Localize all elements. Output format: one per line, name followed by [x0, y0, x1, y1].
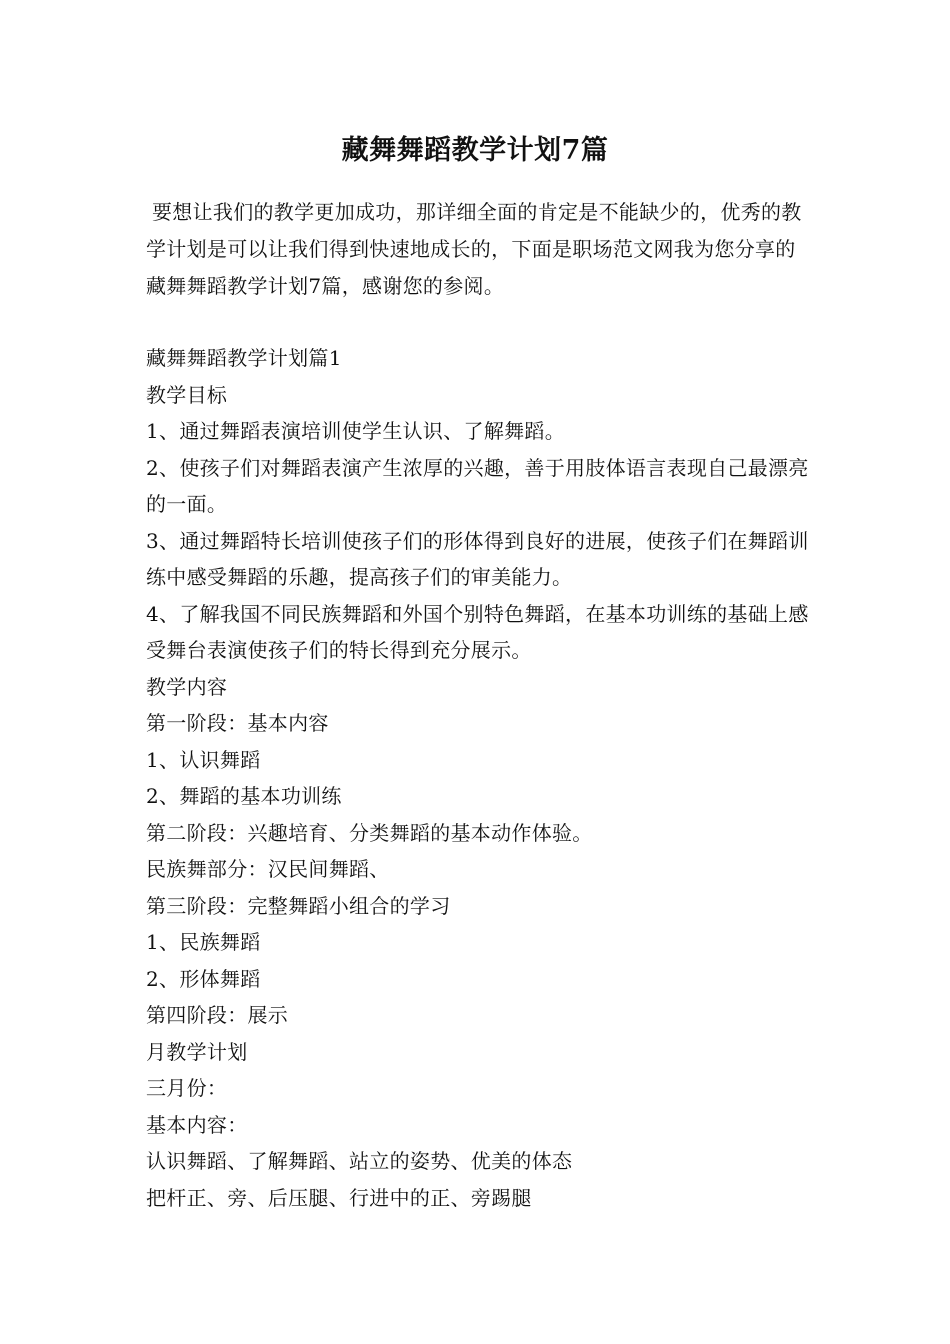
goal-item-1: 1、通过舞蹈表演培训使学生认识、了解舞蹈。: [146, 419, 566, 443]
goal-item-4: 4、了解我国不同民族舞蹈和外国个别特色舞蹈，在基本功训练的基础上感受舞台表演使孩子们的特长得到充分展示。: [146, 601, 809, 662]
subheading-teaching-content: 教学内容: [146, 674, 228, 699]
stage-1-item-1: 1、认识舞蹈: [146, 747, 261, 772]
section-heading: 藏舞舞蹈教学计划篇1: [146, 346, 342, 370]
stage-1-item-2: 2、舞蹈的基本功训练: [146, 784, 342, 808]
basic-content-line-2: 把杆正、旁、后压腿、行进中的正、旁踢腿: [146, 1185, 532, 1210]
stage-3-item-2: 2、形体舞蹈: [146, 966, 261, 991]
document-body: [146, 340, 810, 1216]
goal-item-3: 3、通过舞蹈特长培训使孩子们的形体得到良好的进展，使孩子们在舞蹈训练中感受舞蹈的乐趣，提高孩子们的审美能力。: [146, 528, 809, 589]
stage-1-heading: 第一阶段：基本内容: [146, 711, 329, 735]
basic-content-line-1: 认识舞蹈、了解舞蹈、站立的姿势、优美的体态: [146, 1149, 573, 1173]
document-title: 藏舞舞蹈教学计划7篇: [341, 135, 609, 166]
stage-3-item-1: 1、民族舞蹈: [146, 930, 261, 954]
intro-paragraph: 要想让我们的教学更加成功，那详细全面的肯定是不能缺少的，优秀的教学计划是可以让我们得到快速地成长的，下面是职场范文网我为您分享的藏舞舞蹈教学计划7篇，感谢您的参阅。: [146, 200, 802, 298]
basic-content-heading: 基本内容：: [146, 1112, 248, 1137]
stage-3-heading: 第三阶段：完整舞蹈小组合的学习: [146, 893, 451, 918]
march-heading: 三月份：: [146, 1076, 228, 1100]
subheading-teaching-goals: 教学目标: [146, 382, 228, 407]
monthly-plan-heading: 月教学计划: [146, 1039, 248, 1064]
stage-4-heading: 第四阶段：展示: [146, 1003, 289, 1027]
stage-2-heading: 第二阶段：兴趣培育、分类舞蹈的基本动作体验。: [146, 820, 593, 845]
folk-dance-part: 民族舞部分：汉民间舞蹈、: [146, 857, 390, 881]
goal-item-2: 2、使孩子们对舞蹈表演产生浓厚的兴趣，善于用肢体语言表现自己最漂亮的一面。: [146, 455, 809, 516]
